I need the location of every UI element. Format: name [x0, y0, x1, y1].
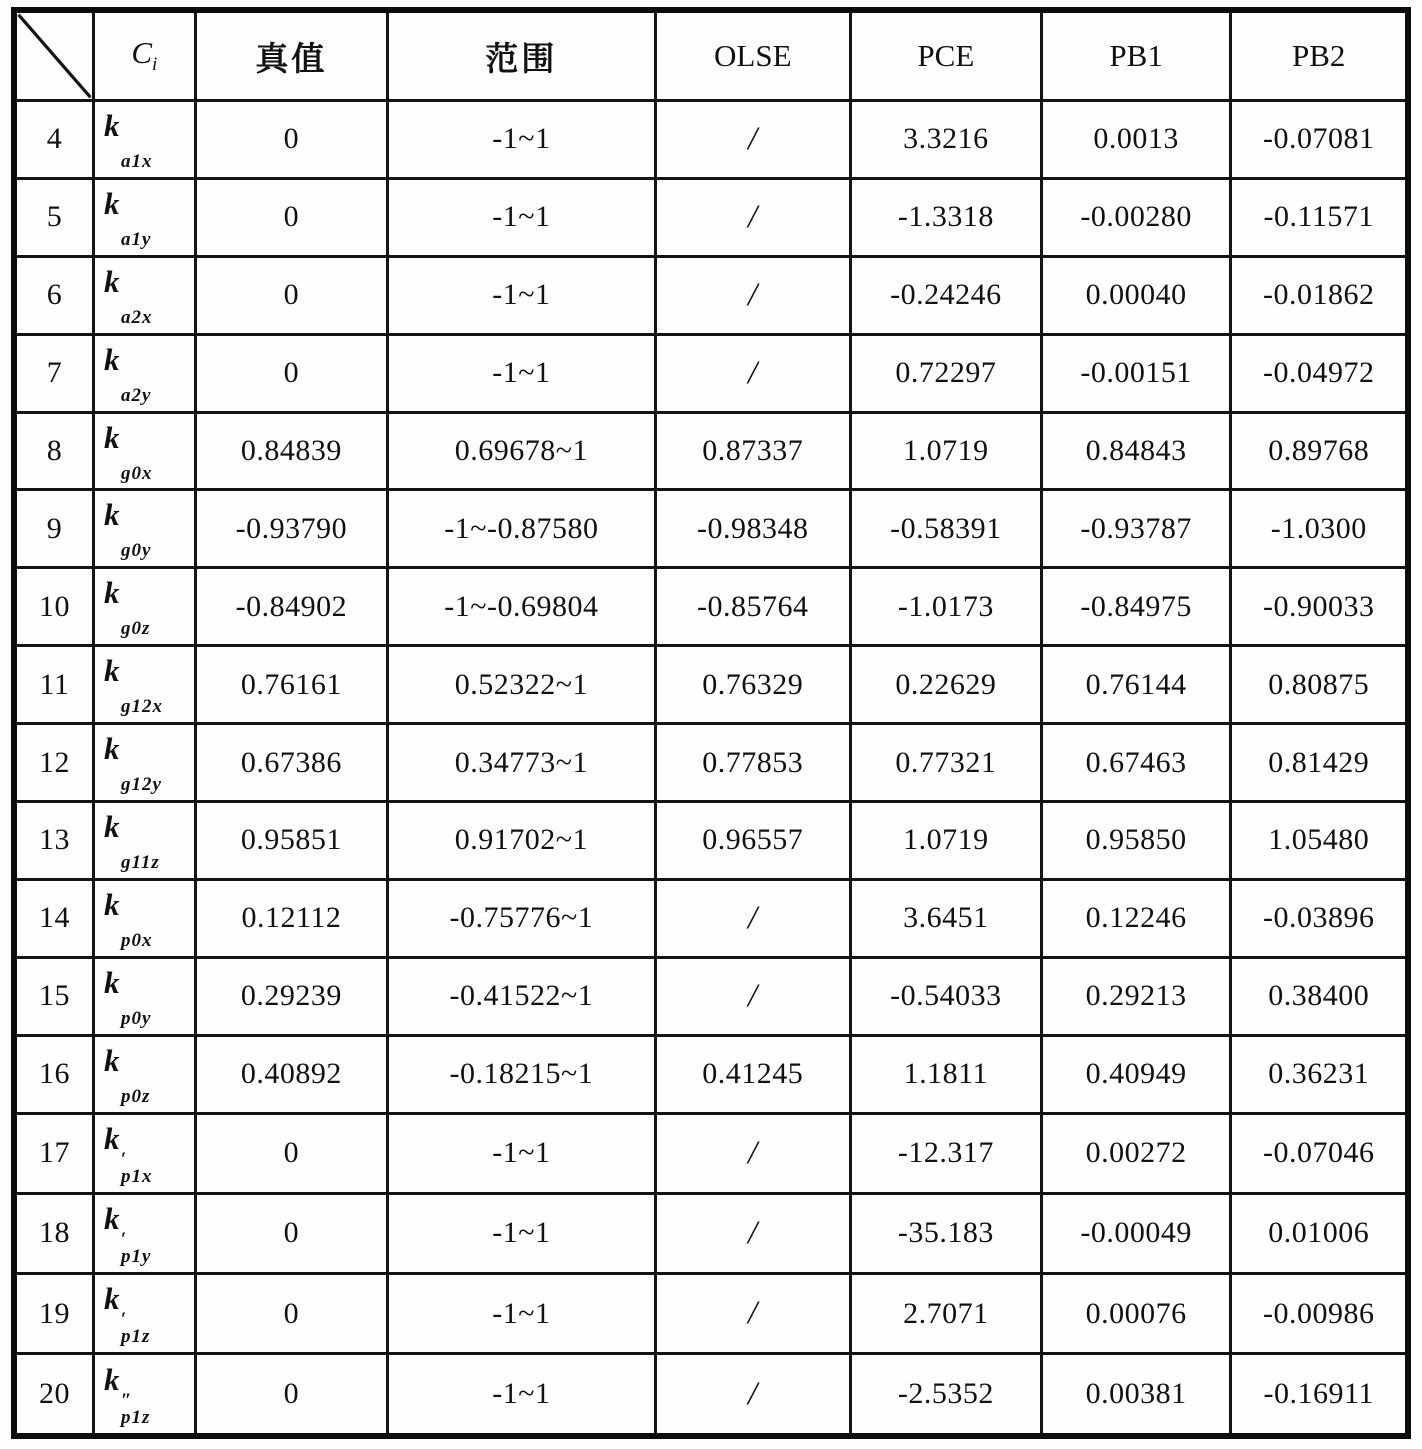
true-value-cell: 0	[195, 1193, 387, 1273]
range-cell: -1~1	[388, 334, 656, 412]
pce-value-cell: -0.58391	[850, 490, 1041, 568]
parameter-subscript: p0y	[120, 1007, 152, 1029]
pb2-value-cell: 0.89768	[1231, 412, 1408, 490]
true-value-cell: 0.84839	[195, 412, 387, 490]
parameter-symbol: k	[103, 964, 120, 1000]
true-value-cell: -0.93790	[195, 490, 387, 568]
true-value-cell: 0	[195, 1274, 387, 1354]
pb1-value-cell: 0.67463	[1041, 724, 1231, 802]
pce-value-cell: 2.7071	[850, 1274, 1041, 1354]
parameter-subscript: g0z	[120, 618, 151, 640]
range-cell: -1~1	[388, 1113, 656, 1193]
pb2-value-cell: -1.0300	[1231, 490, 1408, 568]
pce-value-cell: 3.3216	[850, 101, 1041, 179]
parameter-subscript: p1z	[120, 1326, 151, 1348]
range-cell: -1~1	[388, 178, 656, 256]
col-header-pb1: PB1	[1041, 10, 1231, 101]
pb2-value-cell: -0.90033	[1231, 568, 1408, 646]
range-cell: -0.75776~1	[388, 879, 656, 957]
parameter-cell	[93, 1113, 195, 1193]
pb1-value-cell: 0.00040	[1041, 256, 1231, 334]
parameter-cell	[93, 1193, 195, 1273]
col-header-ci	[93, 10, 195, 101]
parameter-symbol: k	[103, 1281, 120, 1317]
range-cell: -1~1	[388, 1354, 656, 1436]
olse-value-cell: -0.85764	[655, 568, 850, 646]
parameter-cell	[93, 1274, 195, 1354]
true-value-cell: 0	[195, 1354, 387, 1436]
olse-value-cell: 0.77853	[655, 724, 850, 802]
table-row	[14, 256, 1408, 334]
row-number-cell: 4	[14, 101, 93, 179]
parameter-prime: ′	[120, 1148, 127, 1170]
pce-value-cell: 0.77321	[850, 724, 1041, 802]
parameter-subscript: p1x	[120, 1165, 153, 1187]
table-row	[14, 724, 1408, 802]
ci-symbol: C	[131, 35, 153, 71]
olse-value-cell: /	[655, 256, 850, 334]
parameter-subscript: p1y	[120, 1245, 152, 1267]
pb2-value-cell: 0.01006	[1231, 1193, 1408, 1273]
parameter-symbol: k	[103, 263, 120, 299]
true-value-cell: 0	[195, 101, 387, 179]
parameter-prime: ′	[120, 1309, 127, 1331]
pb1-value-cell: 0.40949	[1041, 1035, 1231, 1113]
pb1-value-cell: 0.00381	[1041, 1354, 1231, 1436]
pce-value-cell: -0.54033	[850, 957, 1041, 1035]
table-row	[14, 879, 1408, 957]
row-number-cell: 7	[14, 334, 93, 412]
col-header-pb2: PB2	[1231, 10, 1408, 101]
true-value-cell: 0	[195, 334, 387, 412]
pb2-value-cell: 0.80875	[1231, 646, 1408, 724]
true-value-cell: 0.29239	[195, 957, 387, 1035]
pce-value-cell: -1.3318	[850, 178, 1041, 256]
parameter-subscript: g0y	[120, 540, 152, 562]
pb1-value-cell: 0.12246	[1041, 879, 1231, 957]
pb2-value-cell: 0.36231	[1231, 1035, 1408, 1113]
col-header-olse: OLSE	[655, 10, 850, 101]
true-value-cell: 0	[195, 1113, 387, 1193]
olse-value-cell: /	[655, 334, 850, 412]
parameter-cell	[93, 1035, 195, 1113]
true-value-cell: 0	[195, 256, 387, 334]
table-row	[14, 101, 1408, 179]
parameter-symbol: k	[103, 419, 120, 455]
table-row	[14, 1193, 1408, 1273]
header-row	[14, 10, 1408, 101]
parameter-symbol: k	[103, 886, 120, 922]
pb2-value-cell: 0.38400	[1231, 957, 1408, 1035]
true-value-cell: 0.12112	[195, 879, 387, 957]
olse-value-cell: 0.96557	[655, 802, 850, 880]
pce-value-cell: -2.5352	[850, 1354, 1041, 1436]
parameter-symbol: k	[103, 497, 120, 533]
parameter-symbol: k	[103, 1042, 120, 1078]
parameter-cell	[93, 568, 195, 646]
corner-cell	[14, 10, 93, 101]
pb2-value-cell: 0.81429	[1231, 724, 1408, 802]
pb1-value-cell: -0.93787	[1041, 490, 1231, 568]
pb1-value-cell: 0.00272	[1041, 1113, 1231, 1193]
parameter-symbol: k	[103, 341, 120, 377]
parameter-symbol: k	[103, 185, 120, 221]
olse-value-cell: /	[655, 178, 850, 256]
pb1-value-cell: 0.0013	[1041, 101, 1231, 179]
pb2-value-cell: -0.01862	[1231, 256, 1408, 334]
parameter-cell	[93, 101, 195, 179]
diagonal-line	[17, 13, 92, 99]
table-row	[14, 1035, 1408, 1113]
parameter-symbol: k	[103, 1200, 120, 1236]
parameter-symbol: k	[103, 1120, 120, 1156]
pce-value-cell: 1.0719	[850, 412, 1041, 490]
parameter-prime: ′	[120, 1228, 127, 1250]
col-header-true-value: 真值	[195, 10, 387, 101]
pce-value-cell: -12.317	[850, 1113, 1041, 1193]
row-number-cell: 13	[14, 802, 93, 880]
parameter-cell	[93, 724, 195, 802]
range-cell: 0.69678~1	[388, 412, 656, 490]
pb2-value-cell: -0.04972	[1231, 334, 1408, 412]
olse-value-cell: /	[655, 101, 850, 179]
pb2-value-cell: -0.16911	[1231, 1354, 1408, 1436]
pce-value-cell: 0.22629	[850, 646, 1041, 724]
row-number-cell: 14	[14, 879, 93, 957]
pb2-value-cell: -0.07046	[1231, 1113, 1408, 1193]
table-row	[14, 1113, 1408, 1193]
row-number-cell: 20	[14, 1354, 93, 1436]
true-value-cell: 0.95851	[195, 802, 387, 880]
parameter-cell	[93, 412, 195, 490]
pce-value-cell: -1.0173	[850, 568, 1041, 646]
olse-value-cell: /	[655, 1354, 850, 1436]
range-cell: -0.18215~1	[388, 1035, 656, 1113]
true-value-cell: 0.67386	[195, 724, 387, 802]
parameter-subscript: g12x	[120, 696, 163, 718]
true-value-cell: 0.40892	[195, 1035, 387, 1113]
parameter-symbol: k	[103, 107, 120, 143]
pce-value-cell: 1.1811	[850, 1035, 1041, 1113]
range-cell: 0.91702~1	[388, 802, 656, 880]
olse-value-cell: 0.76329	[655, 646, 850, 724]
col-header-range: 范围	[388, 10, 656, 101]
row-number-cell: 12	[14, 724, 93, 802]
parameter-subscript: a2x	[120, 306, 153, 328]
olse-value-cell: /	[655, 879, 850, 957]
parameter-cell	[93, 646, 195, 724]
row-number-cell: 18	[14, 1193, 93, 1273]
range-cell: 0.34773~1	[388, 724, 656, 802]
true-value-cell: 0.76161	[195, 646, 387, 724]
pb2-value-cell: -0.00986	[1231, 1274, 1408, 1354]
parameter-cell	[93, 490, 195, 568]
row-number-cell: 17	[14, 1113, 93, 1193]
row-number-cell: 19	[14, 1274, 93, 1354]
parameter-cell	[93, 334, 195, 412]
range-cell: -1~1	[388, 101, 656, 179]
parameter-symbol: k	[103, 653, 120, 689]
row-number-cell: 16	[14, 1035, 93, 1113]
parameter-subscript: p0z	[120, 1085, 151, 1107]
parameter-cell	[93, 879, 195, 957]
pce-value-cell: -0.24246	[850, 256, 1041, 334]
parameter-prime: ″	[120, 1389, 132, 1411]
row-number-cell: 9	[14, 490, 93, 568]
pce-value-cell: 3.6451	[850, 879, 1041, 957]
pb2-value-cell: -0.07081	[1231, 101, 1408, 179]
olse-value-cell: 0.41245	[655, 1035, 850, 1113]
pb1-value-cell: 0.76144	[1041, 646, 1231, 724]
pb1-value-cell: 0.95850	[1041, 802, 1231, 880]
table-row	[14, 490, 1408, 568]
pb2-value-cell: 1.05480	[1231, 802, 1408, 880]
parameter-symbol: k	[103, 1361, 120, 1397]
pb1-value-cell: 0.00076	[1041, 1274, 1231, 1354]
pce-value-cell: 0.72297	[850, 334, 1041, 412]
table-row	[14, 334, 1408, 412]
olse-value-cell: 0.87337	[655, 412, 850, 490]
parameter-subscript: p1z	[120, 1406, 151, 1428]
table-row	[14, 1274, 1408, 1354]
row-number-cell: 5	[14, 178, 93, 256]
parameter-cell	[93, 256, 195, 334]
parameter-subscript: a1x	[120, 150, 153, 172]
parameter-subscript: p0x	[120, 929, 153, 951]
table-row	[14, 1354, 1408, 1436]
table-row	[14, 802, 1408, 880]
range-cell: 0.52322~1	[388, 646, 656, 724]
parameter-cell	[93, 1354, 195, 1436]
range-cell: -1~1	[388, 1193, 656, 1273]
row-number-cell: 10	[14, 568, 93, 646]
parameter-estimation-table	[11, 7, 1411, 1439]
true-value-cell: 0	[195, 178, 387, 256]
row-number-cell: 6	[14, 256, 93, 334]
olse-value-cell: /	[655, 1274, 850, 1354]
parameter-cell	[93, 957, 195, 1035]
pb1-value-cell: 0.29213	[1041, 957, 1231, 1035]
parameter-symbol: k	[103, 575, 120, 611]
pb1-value-cell: -0.00280	[1041, 178, 1231, 256]
range-cell: -0.41522~1	[388, 957, 656, 1035]
parameter-symbol: k	[103, 808, 120, 844]
pb1-value-cell: -0.00151	[1041, 334, 1231, 412]
parameter-cell	[93, 802, 195, 880]
parameter-subscript: g11z	[120, 851, 160, 873]
parameter-subscript: a2y	[120, 384, 152, 406]
table-body	[14, 101, 1408, 1437]
olse-value-cell: /	[655, 1193, 850, 1273]
row-number-cell: 15	[14, 957, 93, 1035]
parameter-symbol: k	[103, 731, 120, 767]
olse-value-cell: /	[655, 957, 850, 1035]
range-cell: -1~1	[388, 256, 656, 334]
olse-value-cell: /	[655, 1113, 850, 1193]
table-row	[14, 178, 1408, 256]
row-number-cell: 8	[14, 412, 93, 490]
table-row	[14, 646, 1408, 724]
parameter-subscript: g0x	[120, 462, 153, 484]
col-header-pce: PCE	[850, 10, 1041, 101]
ci-subscript: i	[152, 54, 158, 76]
pb1-value-cell: -0.00049	[1041, 1193, 1231, 1273]
table-row	[14, 957, 1408, 1035]
pce-value-cell: -35.183	[850, 1193, 1041, 1273]
pce-value-cell: 1.0719	[850, 802, 1041, 880]
range-cell: -1~-0.87580	[388, 490, 656, 568]
parameter-cell	[93, 178, 195, 256]
range-cell: -1~-0.69804	[388, 568, 656, 646]
range-cell: -1~1	[388, 1274, 656, 1354]
pb1-value-cell: 0.84843	[1041, 412, 1231, 490]
pb1-value-cell: -0.84975	[1041, 568, 1231, 646]
pb2-value-cell: -0.03896	[1231, 879, 1408, 957]
table-row	[14, 568, 1408, 646]
row-number-cell: 11	[14, 646, 93, 724]
parameter-subscript: a1y	[120, 228, 152, 250]
true-value-cell: -0.84902	[195, 568, 387, 646]
pb2-value-cell: -0.11571	[1231, 178, 1408, 256]
table-row	[14, 412, 1408, 490]
olse-value-cell: -0.98348	[655, 490, 850, 568]
parameter-subscript: g12y	[120, 774, 162, 796]
